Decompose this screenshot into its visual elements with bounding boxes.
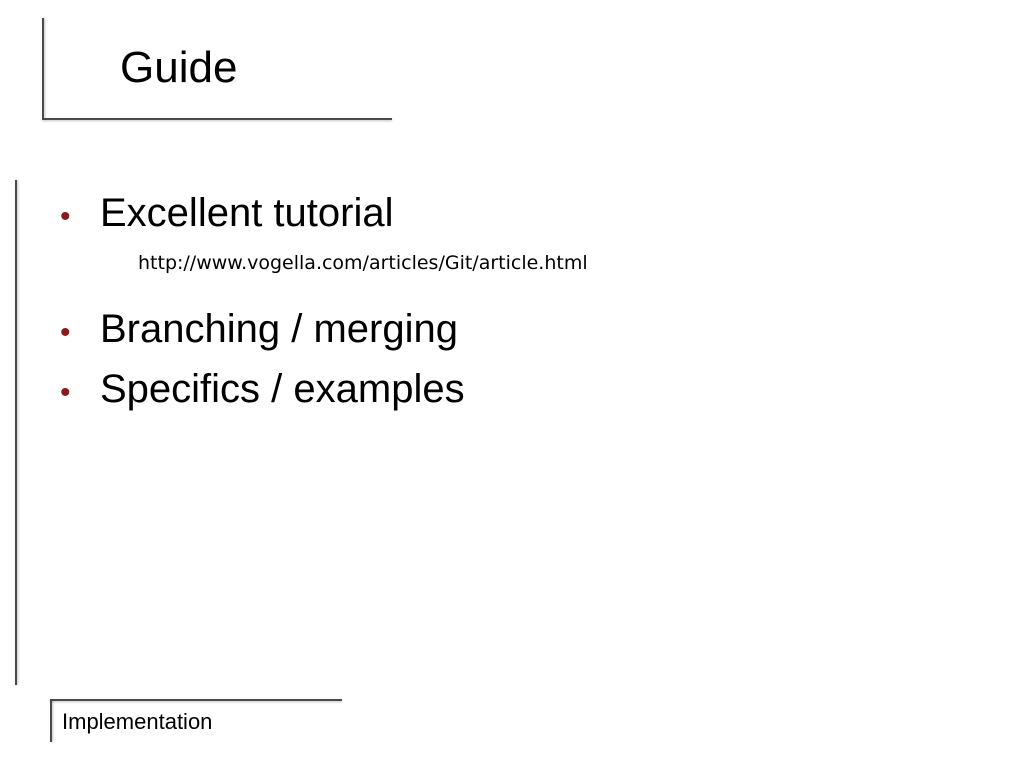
bullet-text: Specifics / examples bbox=[100, 367, 465, 411]
bullet-item-3 bbox=[60, 361, 588, 421]
bullet-list bbox=[60, 185, 588, 421]
footer-frame-horizontal-line bbox=[50, 699, 342, 701]
content-frame-vertical-line bbox=[15, 180, 17, 685]
footer-label: Implementation bbox=[62, 709, 213, 734]
bullet-item-2 bbox=[60, 301, 588, 361]
slide-title: Guide bbox=[120, 43, 238, 92]
title-frame-vertical-line bbox=[42, 18, 44, 118]
footer-frame-vertical-line bbox=[50, 700, 52, 742]
bullet-dot-icon: • bbox=[60, 376, 71, 409]
bullet-item-1 bbox=[60, 185, 588, 275]
bullet-text: Excellent tutorial bbox=[100, 191, 394, 235]
title-frame-horizontal-line bbox=[42, 118, 392, 120]
bullet-dot-icon: • bbox=[60, 200, 71, 233]
tutorial-link[interactable]: http://www.vogella.com/articles/Git/article.html bbox=[138, 252, 588, 274]
bullet-text: Branching / merging bbox=[100, 307, 458, 351]
bullet-dot-icon: • bbox=[60, 316, 71, 349]
